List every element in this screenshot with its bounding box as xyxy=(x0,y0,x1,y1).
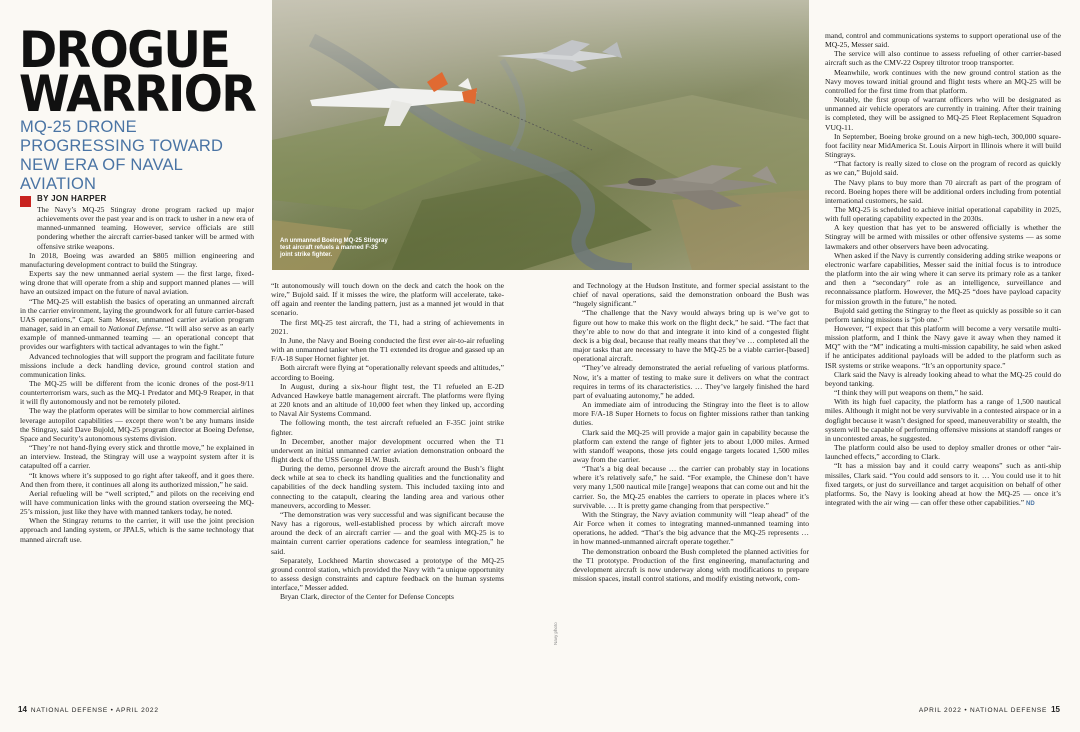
paragraph: The MQ-25 will be different from the iconic drones of the post-9/11 counterterrorism wars, such as the MQ-1 Predator and MQ-9 Reaper, in that it will fly autonomously and not be remotely piloted. xyxy=(20,378,254,407)
paragraph: Separately, Lockheed Martin showcased a prototype of the MQ-25 ground control station, which provided the Navy with “a unique opportunity to assess design constraints and capture feedback on the human systems interface,” Messer added. xyxy=(271,555,504,593)
end-mark: ND xyxy=(1026,500,1035,507)
headline-line-2: WARRIOR xyxy=(19,64,256,124)
hero-photo xyxy=(272,0,809,270)
paragraph: In June, the Navy and Boeing conducted the first ever air-to-air refueling with an unmanned tanker when the T1 extended its drogue and gassed up an F/A-18 Super Hornet fighter jet. xyxy=(271,335,504,364)
photo-caption: An unmanned Boeing MQ-25 Stingray test aircraft refuels a manned F-35 joint strike fighter. xyxy=(280,238,388,258)
paragraph: A key question that has yet to be answered officially is whether the Stingray will be armed with missiles or other offensive systems — as some lawmakers and other observers have been advocating. xyxy=(825,223,1061,251)
paragraph: “It autonomously will touch down on the deck and catch the hook on the wire,” Bujold said. If it misses the wire, the platform will accelerate, take-off again and reenter the landing pattern, just as a manned jet would in that scenario. xyxy=(271,281,504,318)
paragraph: With the Stingray, the Navy aviation community will “leap ahead” of the Air Force when it comes to integrating manned-unmanned teaming into operations, he added. “That’s the big advance that the MQ-25 represents … in how manned-unmanned aircraft operate together.” xyxy=(573,509,809,547)
paragraph: Clark said the MQ-25 will provide a major gain in capability because the platform can extend the range of fighter jets to about 1,000 miles. Armed with standoff weapons, those jets could engage targets located 1,500 miles away from the carrier. xyxy=(573,427,809,464)
paragraph: When the Stingray returns to the carrier, it will use the joint precision approach and landing system, or JPALS, which is the same technology that manned aircraft use. xyxy=(20,516,254,544)
photo-credit: Navy photo xyxy=(553,622,558,645)
paragraph: During the demo, personnel drove the aircraft around the Bush’s flight deck while at sea to check its handling qualities and the functionality and capabilities of the deck handling system. This included taxiing into and connecting to the catapult, clearing the landing area and various other maneuvers, according to Messer. xyxy=(271,464,504,510)
paragraph: “That factory is really sized to close on the program of record as quickly as we can,” Bujold said. xyxy=(825,159,1061,178)
headline-line-1: DROGUE xyxy=(19,20,230,79)
paragraph: “The MQ-25 will establish the basics of operating an unmanned aircraft in the carrier environment, laying the groundwork for all future carrier-based UAS operations,” Capt. Sam Messer, unmanned carrier aviation program manager, said in an email to National Defense. “It will also serve as an early example of manned-unmanned teaming — an operational concept that provides our warfighters with tactical advantages to win the fight.” xyxy=(20,296,254,352)
paragraph: “It has a mission bay and it could carry weapons” such as anti-ship missiles, Clark said. “You could add sensors to it. … You could use it to hit fixed targets, or just do surveillance and target acquisition on behalf of other platforms. So, the Navy is looking ahead at how the MQ-25 — once it’s integrated with the air wing — can offer these other capabilities.” ND xyxy=(825,461,1061,507)
paragraph: With its high fuel capacity, the platform has a range of 1,500 nautical miles. Although it might not be very survivable in a contested airspace or in a dogfight because it wasn’t designed for speed, maneuverability or stealth, the system will be capable of performing offensive missions at standoff ranges or in uncontested areas, he suggested. xyxy=(825,397,1061,443)
paragraph: The first MQ-25 test aircraft, the T1, had a string of achievements in 2021. xyxy=(271,317,504,336)
paragraph: Experts say the new unmanned aerial system — the first large, fixed-wing drone that will operate from a ship and support manned planes — will have an outsized impact on the future of naval aviation. xyxy=(20,269,254,297)
paragraph: The way the platform operates will be similar to how commercial airlines leverage autopilot capabilities — except there won’t be any humans inside the Stingray, said Dave Bujold, MQ-25 program director at Boeing Defense, Space and Security’s autonomous systems division. xyxy=(20,406,254,443)
photo-illustration xyxy=(272,0,809,270)
headline xyxy=(19,20,264,124)
paragraph: The platform could also be used to deploy smaller drones or other “air-launched effects,” according to Clark. xyxy=(825,443,1061,462)
article-column-1 xyxy=(20,205,254,702)
paragraph: “The challenge that the Navy would always bring up is we’ve got to figure out how to make this work on the flight deck,” he said. “The fact that they’re able to now do that and integrate it into kind of a congested flight deck is a big deal, because that really means that they’ve … completed all the major tasks that are necessary to have the MQ-25 be a viable carrier-[based] operational aircraft. xyxy=(573,308,809,364)
article-column-3 xyxy=(573,281,809,702)
footer-right xyxy=(919,705,1060,714)
paragraph: In December, another major development occurred when the T1 underwent an initial unmanned carrier aviation demonstration onboard the flight deck of the USS George H.W. Bush. xyxy=(271,436,504,464)
paragraph: Both aircraft were flying at “operationally relevant speeds and altitudes,” according to Boeing. xyxy=(271,363,504,382)
paragraph: The MQ-25 is scheduled to achieve initial operational capability in 2025, with full operating capability expected in the 2030s. xyxy=(825,204,1061,224)
paragraph: When asked if the Navy is currently considering adding strike weapons or electronic warfare capabilities, Messer said the initial focus is to introduce the platform into the air wing where it can serve its primary role as a tanker and then a “secondary” role as an intelligence, surveillance and reconnaissance platform. However, the MQ-25 “does have payload capacity for mission growth in the future,” he noted. xyxy=(825,250,1061,306)
subtitle: MQ-25 DRONE PROGRESSING TOWARD NEW ERA OF NAVAL AVIATION xyxy=(20,118,224,193)
paragraph: “They’ve already demonstrated the aerial refueling of various platforms. Now, it’s a matter of testing to make sure it delivers on what the contract requires in terms of its characteristics. … They’ve largely finished the hard part of evaluating autonomy,” he added. xyxy=(573,363,809,400)
paragraph: However, “I expect that this platform will become a very versatile multi-mission platform, and I think the Navy gave it away when they named it MQ” with the “M” indicating a multi-mission capability, he said when asked if he anticipates additional payloads will be added to the platform such as ISR systems or strike weapons. “It’s an opportunity space.” xyxy=(825,324,1061,370)
page-number-right: 15 xyxy=(1051,705,1060,714)
paragraph: Advanced technologies that will support the program and facilitate future missions include a deck handling device, ground control station and communication links. xyxy=(20,351,254,379)
paragraph: “The demonstration was very successful and was significant because the Navy has a rigorous, well-established process by which aircraft move around the deck of an aircraft carrier — and the goal with MQ-25 is to maintain current carrier operations cadence for seamless integration,” he said. xyxy=(271,509,504,556)
paragraph: “They’re not hand-flying every stick and throttle move,” he explained in an interview. Instead, the Stingray will use a waypoint system after it is catapulted off a carrier. xyxy=(20,443,254,471)
article-column-2 xyxy=(271,281,504,702)
footer-left-text: NATIONAL DEFENSE • APRIL 2022 xyxy=(30,707,159,714)
paragraph: In August, during a six-hour flight test, the T1 refueled an E-2D Advanced Hawkeye battle management aircraft. The platforms were flying at 220 knots and an altitude of 10,000 feet when they linked up, according to Naval Air Systems Command. xyxy=(271,381,504,419)
paragraph: Meanwhile, work continues with the new ground control station as the Navy moves toward initial ground and flight tests where an MQ-25 will be controlled for the first time from that platform. xyxy=(825,67,1061,95)
article-column-4 xyxy=(825,31,1061,703)
paragraph: In 2018, Boeing was awarded an $805 million engineering and manufacturing development contract to build the Stingray. xyxy=(20,250,254,269)
paragraph: The demonstration onboard the Bush completed the planned activities for the T1 prototype. Production of the first engineering, manufacturing and development aircraft is now underway along with modifications to prepare mission spaces, install control stations, and modify existing network, com- xyxy=(573,546,809,583)
page-number-left: 14 xyxy=(18,705,27,714)
paragraph: An immediate aim of introducing the Stingray into the fleet is to allow more F/A-18 Super Hornets to focus on fighter missions rather than tanking duties. xyxy=(573,400,809,428)
paragraph: The service will also continue to assess refueling of other carrier-based aircraft such as the CMV-22 Osprey tiltrotor troop transporter. xyxy=(825,49,1061,68)
paragraph: Bujold said getting the Stingray to the fleet as quickly as possible so it can perform tanking missions is “job one.” xyxy=(825,305,1061,324)
paragraph: and Technology at the Hudson Institute, and former special assistant to the chief of naval operations, said the demonstration onboard the Bush was “hugely significant.” xyxy=(573,281,809,309)
paragraph: The following month, the test aircraft refueled an F-35C joint strike fighter. xyxy=(271,418,504,437)
paragraph: “It knows where it’s supposed to go right after takeoff, and it goes there. And then from there, it continues all along its authorized mission,” he said. xyxy=(20,470,254,489)
byline: BY JON HARPER xyxy=(37,194,107,203)
paragraph: In September, Boeing broke ground on a new high-tech, 300,000 square-foot facility near MidAmerica St. Louis Airport in Illinois where it will build Stingrays. xyxy=(825,131,1061,160)
paragraph: Aerial refueling will be “well scripted,” and pilots on the receiving end will have communication links with the ground station overseeing the MQ-25’s mission, just like they have with manned tankers today, he noted. xyxy=(20,488,254,517)
paragraph: The Navy plans to buy more than 70 aircraft as part of the program of record. Boeing hopes there will be additional orders including from potential international customers, he said. xyxy=(825,177,1061,205)
paragraph: Bryan Clark, director of the Center for Defense Concepts xyxy=(280,592,454,602)
paragraph: “That’s a big deal because … the carrier can probably stay in locations where it’s relatively safe,” he said. “For example, the Chinese don’t have very many 1,500 nautical mile [range] weapons that can come out and hit the carrier. So, the MQ-25 enables the carriers to operate in places where it’s survivable. … It is pretty game changing from that perspective.” xyxy=(573,464,809,510)
paragraph: Clark said the Navy is already looking ahead to what the MQ-25 could do beyond tanking. xyxy=(825,369,1061,388)
footer-right-text: APRIL 2022 • NATIONAL DEFENSE xyxy=(918,707,1048,714)
paragraph: “I think they will put weapons on them,” he said. xyxy=(834,388,984,398)
footer-left xyxy=(18,705,159,714)
paragraph: mand, control and communications systems to support operational use of the MQ-25, Messer said. xyxy=(825,31,1061,50)
paragraph-lede: The Navy’s MQ-25 Stingray drone program racked up major achievements over the past year and is on track to usher in a new era of manned-unmanned teaming. However, service officials are still pondering whether the aircraft carrier-based tanker will be armed with offensive strike weapons. xyxy=(37,205,254,251)
publication-name: National Defense xyxy=(108,324,162,334)
paragraph: Notably, the first group of warrant officers who will be designated as unmanned air vehicle operators are currently in training. After their training is completed, they will be assigned to MQ-25 Fleet Replacement Squadron VUQ-11. xyxy=(825,95,1061,132)
